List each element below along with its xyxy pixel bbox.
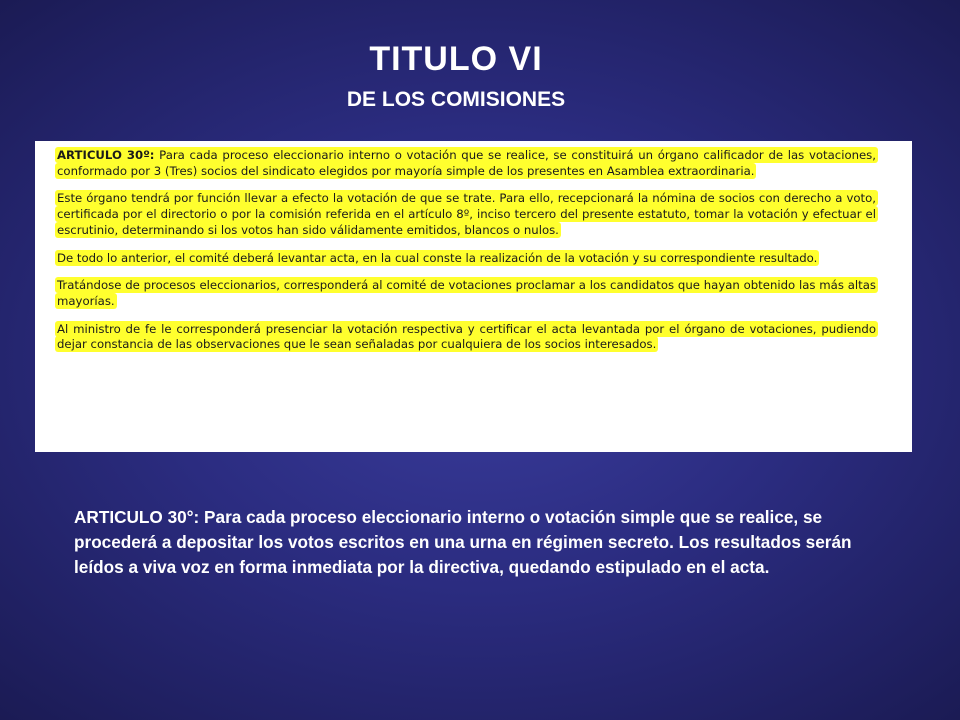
document-paragraph-2 xyxy=(55,191,878,238)
document-paragraph-1 xyxy=(55,148,878,179)
highlighted-text: De todo lo anterior, el comité deberá levantar acta, en la cual conste la realización de la votación y su correspondiente resultado. xyxy=(57,250,818,265)
highlighted-text: Este órgano tendrá por función llevar a efecto la votación de que se trate. Para ello, recepcionará la nómina de socios con derecho a voto, certificada por el directorio o por la comisión referida en el artículo 8º, inciso tercero del presente estatuto, tomar la votación y efectuar el escrutinio, determinando si los votos han sido válidamente emitidos, blancos o nulos. xyxy=(57,191,876,237)
highlighted-text: Tratándose de procesos eleccionarios, corresponderá al comité de votaciones proclamar a los candidatos que hayan obtenido las más altas mayorías. xyxy=(57,278,876,308)
paragraph-text: Para cada proceso eleccionario interno o votación que se realice, se constituirá un órgano calificador de las votaciones, conformado por 3 (Tres) socios del sindicato elegidos por mayoría simple de los presentes en Asamblea extraordinaria. xyxy=(57,148,876,178)
slide-title: TITULO VI xyxy=(369,40,543,78)
highlighted-text xyxy=(55,147,878,179)
document-paragraph-4 xyxy=(55,278,878,309)
document-paragraph-5 xyxy=(55,322,878,353)
article-lead: ARTICULO 30º: xyxy=(57,148,155,162)
statute-document-excerpt xyxy=(35,141,912,452)
document-paragraph-3 xyxy=(55,251,878,267)
slide-subtitle: DE LOS COMISIONES xyxy=(346,88,566,111)
proposed-article-text: ARTICULO 30°: Para cada proceso eleccionario interno o votación simple que se realice, se procederá a depositar los votos escritos en una urna en régimen secreto. Los resultados serán leídos a viva voz en forma inmediata por la directiva, quedando estipulado en el acta. xyxy=(74,507,852,577)
highlighted-text: Al ministro de fe le corresponderá presenciar la votación respectiva y certificar el acta levantada por el órgano de votaciones, pudiendo dejar constancia de las observaciones que le sean señaladas por cualquiera de los socios interesados. xyxy=(57,321,876,352)
